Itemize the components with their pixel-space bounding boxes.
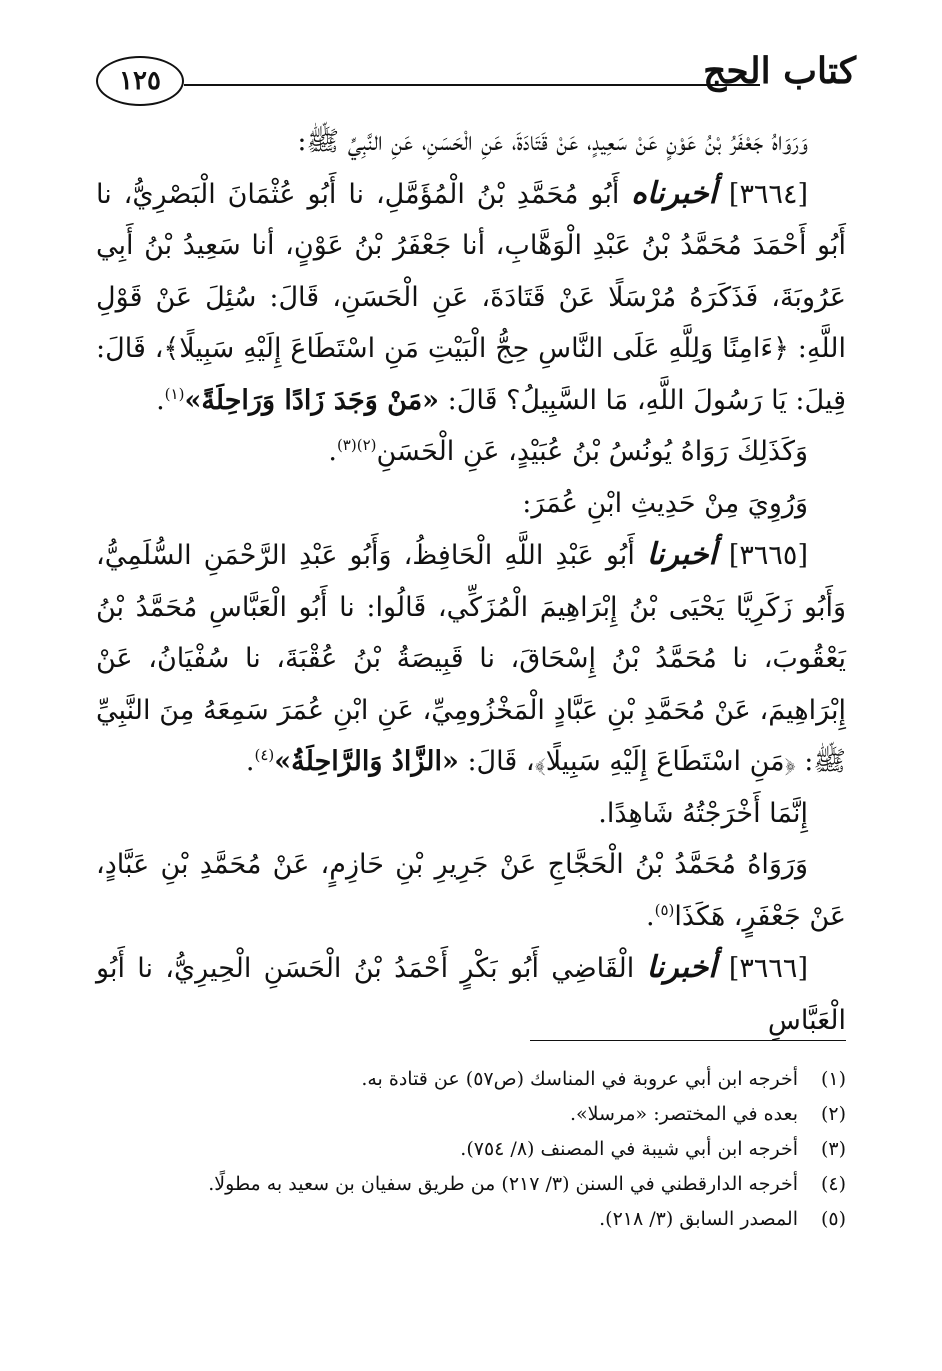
footnote-ref: (٥) [654, 900, 675, 919]
footnote-number: (٤) [820, 1173, 846, 1195]
footnote-1 [96, 1062, 846, 1097]
transmission-word: أخبرنا [646, 950, 717, 985]
body-text [96, 116, 846, 1046]
transmission-word: أخبرناه [631, 175, 717, 211]
paragraph-4-text: وَرُوِيَ مِنْ حَدِيثِ ابْنِ عُمَرَ: [522, 487, 808, 519]
paragraph-1-text: وَرَوَاهُ جَعْفَرُ بْنُ عَوْنٍ عَنْ سَعِيدٍ، عَنْ قَتَادَةَ، عَنِ الْحَسَنِ، عَنِ النَّبِيِّ ﷺ: [297, 126, 808, 157]
paragraph-6-text: إِنَّمَا أَخْرَجْتُهُ شَاهِدًا. [598, 797, 808, 829]
footnote-5 [96, 1202, 846, 1237]
footnote-text: أخرجه ابن أبي شيبة في المصنف (٨/ ٧٥٤). [460, 1138, 798, 1160]
hadith-text: الْقَاضِي أَبُو بَكْرٍ أَحْمَدُ بْنُ الْحَسَنِ الْحِيرِيُّ، نا أَبُو الْعَبَّاسِ [96, 953, 846, 1036]
paragraph-7-text: وَرَوَاهُ مُحَمَّدُ بْنُ الْحَجَّاجِ عَنْ جَرِيرِ بْنِ حَازِمٍ، عَنْ مُحَمَّدِ بْنِ عَبَّادٍ، عَنْ جَعْفَرٍ، هَكَذَا [96, 849, 846, 932]
page-header [96, 48, 856, 108]
footnote-text: أخرجه الدارقطني في السنن (٣/ ٢١٧) من طريق سفيان بن سعيد به مطولًا. [208, 1173, 798, 1195]
footnote-text: بعده في المختصر: «مرسلا». [569, 1103, 798, 1125]
footnote-ref: (١) [164, 384, 185, 403]
prophetic-quote: «الزَّادُ وَالرَّاحِلَةُ» [274, 746, 459, 777]
footnote-separator [530, 1040, 846, 1041]
header-rule [184, 84, 760, 86]
footnote-ref: (٢)(٣) [336, 436, 377, 454]
paragraph-3: وَكَذَلِكَ رَوَاهُ يُونُسُ بْنُ عُبَيْدٍ، عَنِ الْحَسَنِ$^{(٢)(٣)}$. [328, 436, 808, 467]
footnote-number: (٥) [820, 1208, 846, 1230]
footnote-text: المصدر السابق (٣/ ٢١٨). [599, 1208, 798, 1230]
hadith-3665: [٣٦٦٥] أخبرنا أَبُو عَبْدِ اللَّهِ الْحَافِظُ، وَأَبُو عَبْدِ الرَّحْمَنِ السُّلَمِيُّ، وَأَبُو زَكَرِيَّا يَحْيَى بْنُ إِبْرَاهِيمَ الْمُزَكِّي، قَالُوا: نا أَبُو الْعَبَّاسِ مُحَمَّدُ بْنُ يَعْقُوبَ، نا مُحَمَّدُ بْنُ إِسْحَاقَ، نا قَبِيصَةُ بْنُ عُقْبَةَ، نا سُفْيَانُ، عَنْ إِبْرَاهِيمَ، عَنْ مُحَمَّدِ بْنِ عَبَّادٍ الْمَخْزُومِيِّ، عَنِ ابْنِ عُمَرَ سَمِعَهُ مِنَ النَّبِيِّ ﷺ: ﴿مَنِ اسْتَطَاعَ إِلَيْهِ سَبِيلًا﴾، قَالَ: «الزَّادُ وَالرَّاحِلَةُ»$^{(٤)}$. [96, 537, 846, 777]
footnotes [96, 1062, 846, 1237]
footnote-number: (٣) [820, 1138, 846, 1160]
paragraph-4 [96, 478, 846, 530]
paragraph-3-text: وَكَذَلِكَ رَوَاهُ يُونُسُ بْنُ عُبَيْدٍ، عَنِ الْحَسَنِ [376, 436, 808, 467]
paragraph-1 [96, 116, 846, 168]
hadith-text: أَبُو عَبْدِ اللَّهِ الْحَافِظُ، وَأَبُو عَبْدِ الرَّحْمَنِ السُّلَمِيُّ، وَأَبُو زَكَرِيَّا يَحْيَى بْنُ إِبْرَاهِيمَ الْمُزَكِّي، قَالُوا: نا أَبُو الْعَبَّاسِ مُحَمَّدُ بْنُ يَعْقُوبَ، نا مُحَمَّدُ بْنُ إِسْحَاقَ، نا قَبِيصَةُ بْنُ عُقْبَةَ، نا سُفْيَانُ، عَنْ إِبْرَاهِيمَ، عَنْ مُحَمَّدِ بْنِ عَبَّادٍ الْمَخْزُومِيِّ، عَنِ ابْنِ عُمَرَ سَمِعَهُ مِنَ النَّبِيِّ ﷺ: ﴿مَنِ اسْتَطَاعَ إِلَيْهِ سَبِيلًا﴾، قَالَ: [96, 540, 846, 777]
hadith-number: [٣٦٦٤] [728, 178, 808, 210]
footnote-ref: (٤) [254, 746, 275, 764]
paragraph-7: وَرَوَاهُ مُحَمَّدُ بْنُ الْحَجَّاجِ عَنْ جَرِيرِ بْنِ حَازِمٍ، عَنْ مُحَمَّدِ بْنِ عَبَّادٍ، عَنْ جَعْفَرٍ، هَكَذَا$^{(٥)}$. [96, 849, 846, 932]
footnote-3 [96, 1132, 846, 1167]
prophetic-quote: «مَنْ وَجَدَ زَادًا وَرَاحِلَةً» [184, 384, 440, 416]
hadith-number: [٣٦٦٦] [728, 953, 808, 984]
footnote-2 [96, 1097, 846, 1132]
paragraph-6 [96, 788, 846, 840]
footnote-text: أخرجه ابن أبي عروبة في المناسك (ص٥٧) عن قتادة به. [361, 1068, 798, 1090]
book-title: كتاب الحج [703, 50, 856, 92]
hadith-3666 [96, 942, 846, 1046]
page-number: ١٢٥ [96, 56, 184, 106]
footnote-number: (١) [820, 1068, 846, 1090]
hadith-text: أَبُو مُحَمَّدِ بْنُ الْمُؤَمَّلِ، نا أَبُو عُثْمَانَ الْبَصْرِيُّ، نا أَبُو أَحْمَدَ مُحَمَّدُ بْنُ عَبْدِ الْوَهَّابِ، أنا جَعْفَرُ بْنُ عَوْنٍ، أنا سَعِيدُ بْنُ أَبِي عَرُوبَةَ، فَذَكَرَهُ مُرْسَلًا عَنْ قَتَادَةَ، عَنِ الْحَسَنِ، قَالَ: سُئِلَ عَنْ قَوْلِ اللَّهِ: ﴿ءَامِنًا وَلِلَّهِ عَلَى النَّاسِ حِجُّ الْبَيْتِ مَنِ اسْتَطَاعَ إِلَيْهِ سَبِيلًا﴾، قَالَ: قِيلَ: يَا رَسُولَ اللَّهِ، مَا السَّبِيلُ؟ قَالَ: [96, 178, 847, 416]
footnote-4 [96, 1167, 846, 1202]
footnote-number: (٢) [820, 1103, 846, 1125]
transmission-word: أخبرنا [646, 537, 717, 572]
hadith-number: [٣٦٦٥] [728, 540, 808, 571]
hadith-3664: [٣٦٦٤] أخبرناه أَبُو مُحَمَّدِ بْنُ الْمُؤَمَّلِ، نا أَبُو عُثْمَانَ الْبَصْرِيُّ، نا أَبُو أَحْمَدَ مُحَمَّدُ بْنُ عَبْدِ الْوَهَّابِ، أنا جَعْفَرُ بْنُ عَوْنٍ، أنا سَعِيدُ بْنُ أَبِي عَرُوبَةَ، فَذَكَرَهُ مُرْسَلًا عَنْ قَتَادَةَ، عَنِ الْحَسَنِ، قَالَ: سُئِلَ عَنْ قَوْلِ اللَّهِ: ﴿ءَامِنًا وَلِلَّهِ عَلَى النَّاسِ حِجُّ الْبَيْتِ مَنِ اسْتَطَاعَ إِلَيْهِ سَبِيلًا﴾، قَالَ: قِيلَ: يَا رَسُولَ اللَّهِ، مَا السَّبِيلُ؟ قَالَ: «مَنْ وَجَدَ زَادًا وَرَاحِلَةً»$^{(١)}$. [96, 175, 847, 416]
